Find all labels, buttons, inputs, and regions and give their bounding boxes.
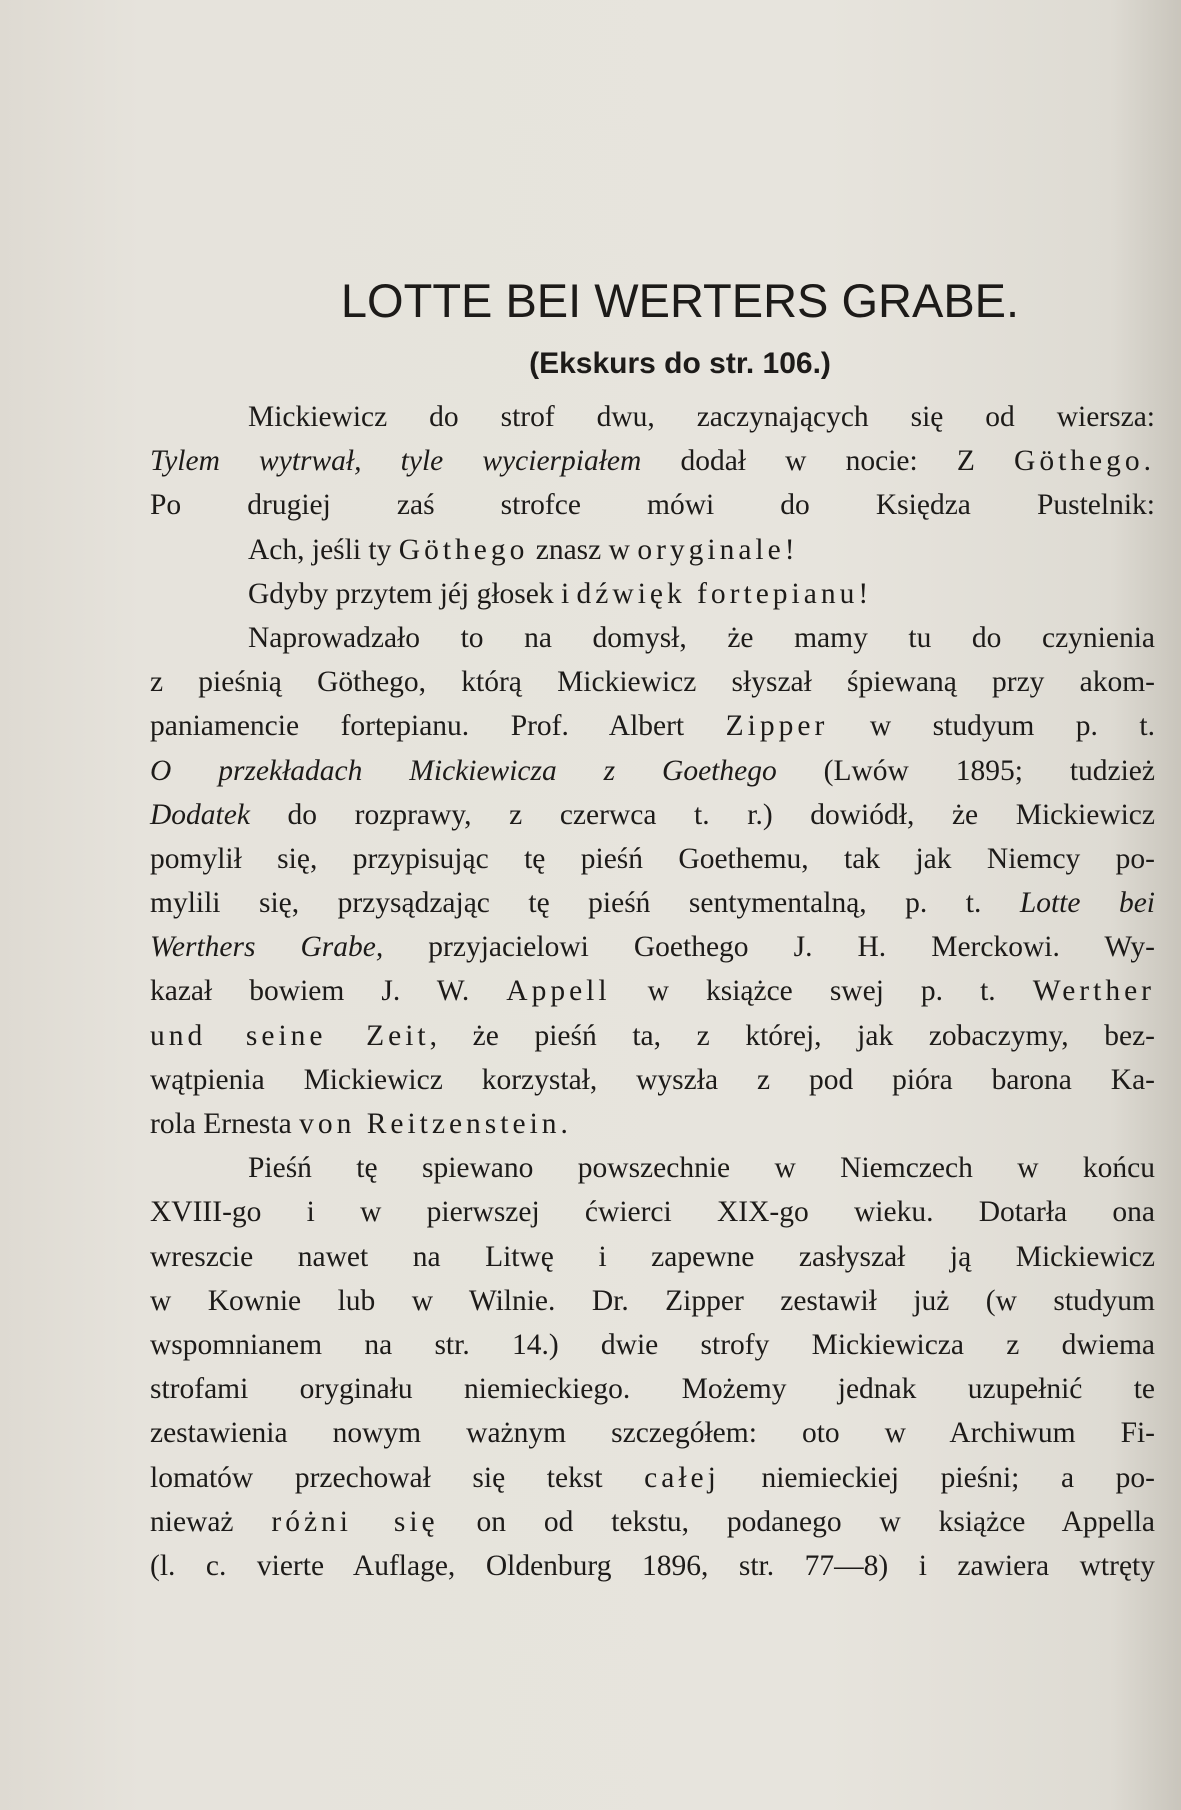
text-line — [150, 1190, 1155, 1234]
text-line — [150, 1500, 1155, 1544]
text-span: mylili się, przysądzając tę pieśń sentymentalną, p. t. — [150, 887, 1020, 920]
text-span: Gdyby przytem jéj głosek i — [248, 577, 577, 610]
paragraph-1 — [150, 395, 1155, 616]
paragraph-2 — [150, 616, 1155, 1146]
text-line — [150, 439, 1155, 483]
text-line — [150, 1279, 1155, 1323]
text-span: lomatów przechował się tekst — [150, 1461, 645, 1494]
text-line — [150, 749, 1155, 793]
text-line — [150, 1323, 1155, 1367]
text-span: dodał w nocie: Z — [641, 445, 1015, 478]
spaced-name: Appell — [506, 975, 611, 1008]
spaced-name: Göthego — [398, 533, 529, 566]
page-title: LOTTE BEI WERTERS GRABE. — [340, 274, 1020, 327]
text-span: Naprowadzało to na domysł, że mamy tu do czynienia — [248, 621, 1155, 654]
book-title: Dodatek — [150, 798, 250, 831]
text-span: z pieśnią Göthego, którą Mickiewicz słyszał śpiewaną przy akom- — [150, 666, 1155, 699]
text-span: Ach, jeśli ty — [248, 533, 399, 566]
text-line — [150, 395, 1155, 439]
text-line — [150, 1544, 1155, 1588]
text-span: w Kownie lub w Wilnie. Dr. Zipper zestawił już (w studyum — [150, 1284, 1155, 1317]
text-line — [150, 1102, 1155, 1146]
spaced-title: Werther — [1032, 975, 1155, 1008]
text-span: zestawienia nowym ważnym szczegółem: oto w Archiwum Fi- — [150, 1417, 1155, 1450]
song-title: Werthers Grabe, — [150, 931, 384, 964]
text-span: on od tekstu, podanego w książce Appella — [438, 1505, 1156, 1538]
text-line — [150, 793, 1155, 837]
text-span: niemieckiej pieśni; a po- — [719, 1461, 1156, 1494]
text-line — [150, 483, 1155, 527]
text-span: . — [560, 1108, 568, 1140]
book-title: O przekładach Mickiewicza z Goethego — [150, 754, 777, 787]
text-line — [150, 881, 1155, 925]
text-span: rola Ernesta — [150, 1108, 300, 1140]
spaced-title: und seine Zeit — [150, 1019, 430, 1052]
song-title: Lotte bei — [1019, 887, 1155, 920]
text-line — [150, 1367, 1155, 1411]
page-subtitle: (Ekskurs do str. 106.) — [529, 347, 831, 380]
spaced-name: von Reitzenstein — [299, 1108, 561, 1140]
text-line — [150, 1411, 1155, 1455]
text-span: kazał bowiem J. W. — [150, 975, 507, 1008]
verse-line — [150, 572, 1155, 616]
text-line — [150, 837, 1155, 881]
text-span: Mickiewicz do strof dwu, zaczynających się od wiersza: — [248, 401, 1155, 433]
text-span: wreszcie nawet na Litwę i zapewne zasłyszał ją Mickiewicz — [150, 1240, 1155, 1273]
text-span: znasz w — [528, 533, 638, 566]
text-line — [150, 1014, 1155, 1058]
text-line — [150, 704, 1155, 748]
text-line — [150, 1058, 1155, 1102]
text-span: Pieśń tę spiewano powszechnie w Niemczech w końcu — [248, 1152, 1155, 1185]
text-span: do rozprawy, z czerwca t. r.) dowiódł, że Mickiewicz — [249, 798, 1155, 831]
text-line — [150, 925, 1155, 969]
spaced-word: różni się — [271, 1505, 439, 1538]
quoted-verse: Tylem wytrwał, tyle wycierpiałem — [150, 445, 642, 478]
text-span: paniamencie fortepianu. Prof. Albert — [150, 710, 726, 743]
text-span: Po drugiej zaś strofce mówi do Księdza Pustelnik: — [150, 489, 1155, 522]
text-span: wspomnianem na str. 14.) dwie strofy Mickiewicza z dwiema — [150, 1328, 1155, 1361]
text-line — [150, 616, 1155, 660]
text-span: nieważ — [150, 1505, 272, 1538]
text-span: (l. c. vierte Auflage, Oldenburg 1896, str. 77—8) i zawiera wtręty — [150, 1549, 1155, 1582]
spaced-word: całej — [644, 1461, 720, 1494]
text-line — [150, 660, 1155, 704]
spaced-word: dźwięk fortepianu! — [576, 577, 873, 610]
text-span: , że pieśń ta, z której, jak zobaczymy, bez- — [429, 1019, 1155, 1052]
spaced-name: Göthego. — [1014, 445, 1155, 478]
text-span: (Lwów 1895; tudzież — [776, 754, 1155, 787]
text-span: XVIII-go i w pierwszej ćwierci XIX-go wieku. Dotarła ona — [150, 1196, 1155, 1229]
text-span: w książce swej p. t. — [610, 975, 1033, 1008]
page-text — [150, 270, 1155, 1588]
text-line — [150, 1146, 1155, 1190]
text-span: pomylił się, przypisując tę pieśń Goethemu, tak jak Niemcy po- — [150, 842, 1155, 875]
spaced-name: Zipper — [725, 710, 829, 743]
text-line — [150, 1235, 1155, 1279]
verse-line — [150, 528, 1155, 572]
text-span: przyjacielowi Goethego J. H. Merckowi. Wy- — [383, 931, 1155, 964]
text-line — [150, 969, 1155, 1013]
text-span: strofami oryginału niemieckiego. Możemy jednak uzupełnić te — [150, 1373, 1155, 1406]
text-span: w studyum p. t. — [828, 710, 1155, 743]
text-span: wątpienia Mickiewicz korzystał, wyszła z pod pióra barona Ka- — [150, 1063, 1155, 1096]
paragraph-3 — [150, 1146, 1155, 1588]
spaced-word: oryginale! — [637, 533, 799, 566]
text-line — [150, 1456, 1155, 1500]
